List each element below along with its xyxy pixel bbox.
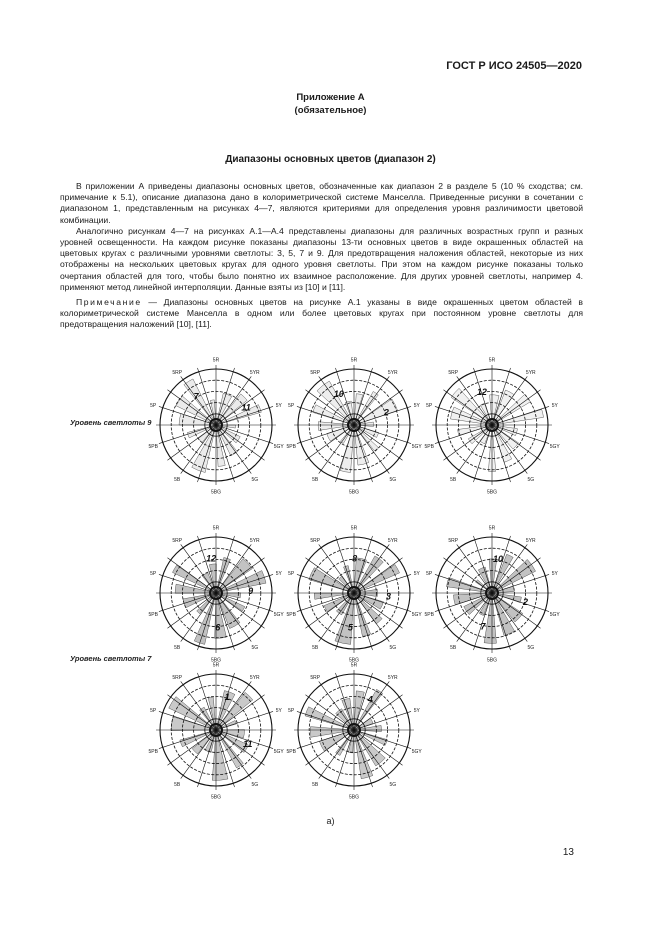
hue-label: 5G xyxy=(251,781,259,788)
hue-label: 5R xyxy=(488,525,496,532)
hue-label: 5G xyxy=(389,644,397,651)
annex-title: Приложение А xyxy=(296,92,365,103)
hue-label: 5Y xyxy=(551,403,558,410)
polar-chart xyxy=(425,526,561,664)
hue-label: 5G xyxy=(389,476,397,483)
hue-label: 5P xyxy=(426,403,433,410)
polar-chart xyxy=(425,358,561,496)
hue-label: 5BG xyxy=(486,657,498,664)
hue-label: 5BG xyxy=(210,657,222,664)
hue-label: 5R xyxy=(212,662,220,669)
hue-label: 5YR xyxy=(525,538,536,545)
hue-label: 5Y xyxy=(413,708,420,715)
hue-label: 5RP xyxy=(172,370,183,377)
hue-label: 5P xyxy=(288,708,295,715)
hue-label: 5PB xyxy=(148,748,158,755)
hue-label: 5GY xyxy=(411,611,422,618)
colour-number: 7 xyxy=(480,621,486,632)
hue-label: 5GY xyxy=(411,748,422,755)
hue-label: 5YR xyxy=(387,675,398,682)
figure-caption: а) xyxy=(326,816,335,826)
hue-label: 5R xyxy=(350,662,358,669)
colour-number: 8 xyxy=(352,553,358,564)
polar-chart xyxy=(149,526,285,664)
hue-label: 5RP xyxy=(172,675,183,682)
hue-label: 5B xyxy=(312,781,319,788)
hue-label: 5RP xyxy=(310,538,321,545)
colour-number: 10 xyxy=(333,388,344,399)
hue-label: 5G xyxy=(527,644,535,651)
hue-label: 5YR xyxy=(387,538,398,545)
hue-label: 5Y xyxy=(275,571,282,578)
colour-number: 7 xyxy=(193,391,199,402)
level-7-label: Уровень светлоты 7 xyxy=(70,654,152,663)
colour-number: 12 xyxy=(206,553,217,564)
hue-label: 5G xyxy=(251,644,259,651)
hue-label: 5RP xyxy=(448,370,459,377)
hue-label: 5P xyxy=(150,571,157,578)
hue-label: 5P xyxy=(150,403,157,410)
polar-chart xyxy=(287,526,423,664)
section-title: Диапазоны основных цветов (диапазон 2) xyxy=(225,154,436,165)
hue-label: 5P xyxy=(288,571,295,578)
polar-chart xyxy=(287,358,423,496)
hue-label: 5RP xyxy=(172,538,183,545)
hue-label: 5YR xyxy=(249,370,260,377)
hue-label: 5B xyxy=(174,476,181,483)
hue-label: 5BG xyxy=(348,794,360,801)
annex-status: (обязательное) xyxy=(294,105,367,116)
hue-label: 5R xyxy=(212,525,220,532)
hue-label: 5PB xyxy=(286,748,296,755)
hue-label: 5B xyxy=(312,644,319,651)
note-text: — Диапазоны основных цветов на рисунке А.1 указаны в виде окрашенных цветом областей в колориметрической системе Манселла в одном или более цветовых кругах при постоянном уровне светлоты для предотвращения наложений [10], [11]. xyxy=(60,297,583,330)
hue-label: 5YR xyxy=(525,370,536,377)
hue-label: 5GY xyxy=(273,748,284,755)
hue-label: 5BG xyxy=(348,489,360,496)
hue-label: 5Y xyxy=(551,571,558,578)
colour-number: 12 xyxy=(476,386,487,397)
hue-label: 5R xyxy=(488,357,496,364)
hue-label: 5B xyxy=(174,644,181,651)
hue-label: 5RP xyxy=(310,675,321,682)
hue-label: 5PB xyxy=(424,443,434,450)
hue-label: 5PB xyxy=(286,611,296,618)
colour-number: 4 xyxy=(367,694,373,705)
hue-label: 5Y xyxy=(413,403,420,410)
hue-label: 5G xyxy=(527,476,535,483)
level-9-label: Уровень светлоты 9 xyxy=(70,418,152,427)
colour-number: 9 xyxy=(248,586,254,597)
hue-label: 5B xyxy=(174,781,181,788)
hue-label: 5P xyxy=(288,403,295,410)
hue-label: 5GY xyxy=(273,443,284,450)
hue-label: 5PB xyxy=(148,611,158,618)
hue-label: 5R xyxy=(212,357,220,364)
colour-number: 2 xyxy=(383,407,389,418)
hue-label: 5RP xyxy=(448,538,459,545)
colour-number: 10 xyxy=(493,553,504,564)
hue-label: 5P xyxy=(150,708,157,715)
colour-number: 5 xyxy=(347,622,353,633)
page-number: 13 xyxy=(562,847,574,858)
hue-label: 5PB xyxy=(424,611,434,618)
hue-label: 5Y xyxy=(413,571,420,578)
hue-label: 5PB xyxy=(148,443,158,450)
hue-label: 5BG xyxy=(210,489,222,496)
hue-label: 5P xyxy=(426,571,433,578)
hue-label: 5YR xyxy=(249,675,260,682)
hue-label: 5R xyxy=(350,525,358,532)
note-label: Примечание xyxy=(76,297,142,308)
hue-label: 5R xyxy=(350,357,358,364)
hue-label: 5YR xyxy=(387,370,398,377)
hue-label: 5Y xyxy=(275,403,282,410)
hue-label: 5GY xyxy=(549,611,560,618)
hue-label: 5GY xyxy=(411,443,422,450)
hue-label: 5G xyxy=(251,476,259,483)
colour-number: 1 xyxy=(224,692,230,703)
colour-number: 11 xyxy=(243,739,253,750)
hue-label: 5YR xyxy=(249,538,260,545)
hue-label: 5B xyxy=(450,644,457,651)
hue-label: 5GY xyxy=(273,611,284,618)
hue-label: 5Y xyxy=(275,708,282,715)
polar-chart xyxy=(149,663,285,801)
hue-label: 5B xyxy=(312,476,319,483)
hue-label: 5GY xyxy=(549,443,560,450)
paragraph-intro: В приложении А приведены диапазоны основных цветов, обозначенные как диапазон 2 в разделе 5 (10 % сходства; см. примечание к 5.1), описание диапазона дано в колориметрической системе Манселла. Приведенные рисунки в сочетании с диапазоном 1, представленным на рисунках 4—7, являются критериями для определения уровня различимости цветовой комбинации. xyxy=(60,181,583,225)
colour-number: 2 xyxy=(523,596,529,607)
colour-number: 11 xyxy=(241,402,251,413)
hue-label: 5G xyxy=(389,781,397,788)
hue-label: 5BG xyxy=(210,794,222,801)
hue-label: 5BG xyxy=(486,489,498,496)
hue-label: 5PB xyxy=(286,443,296,450)
hue-label: 5B xyxy=(450,476,457,483)
polar-chart xyxy=(287,663,423,801)
paragraph-analogy: Аналогично рисункам 4—7 на рисунках А.1—А.4 представлены диапазоны для различных возрастных групп и разных уровней освещенности. На каждом рисунке показаны диапазоны 13-ти основных цветов в виде окрашенных областей на цветовых кругах с различными уровнями светлоты: 3, 5, 7 и 9. Для предотвращения наложения областей, некоторые из них отображены на нескольких цветовых кругах для одного уровня светлоты. При этом на каждом рисунке показаны только очертания областей для того, чтобы было понятно их взаимное расположение. Для других уровней светлоты, например 4. применяют метод линейной интерполяции. Данные взяты из [10] и [11]. xyxy=(60,225,583,292)
document-header-code: ГОСТ Р ИСО 24505—2020 xyxy=(446,60,582,72)
polar-chart xyxy=(149,358,285,496)
colour-number: 6 xyxy=(215,622,221,633)
hue-label: 5BG xyxy=(348,657,360,664)
colour-number: 3 xyxy=(386,591,392,602)
hue-label: 5RP xyxy=(310,370,321,377)
